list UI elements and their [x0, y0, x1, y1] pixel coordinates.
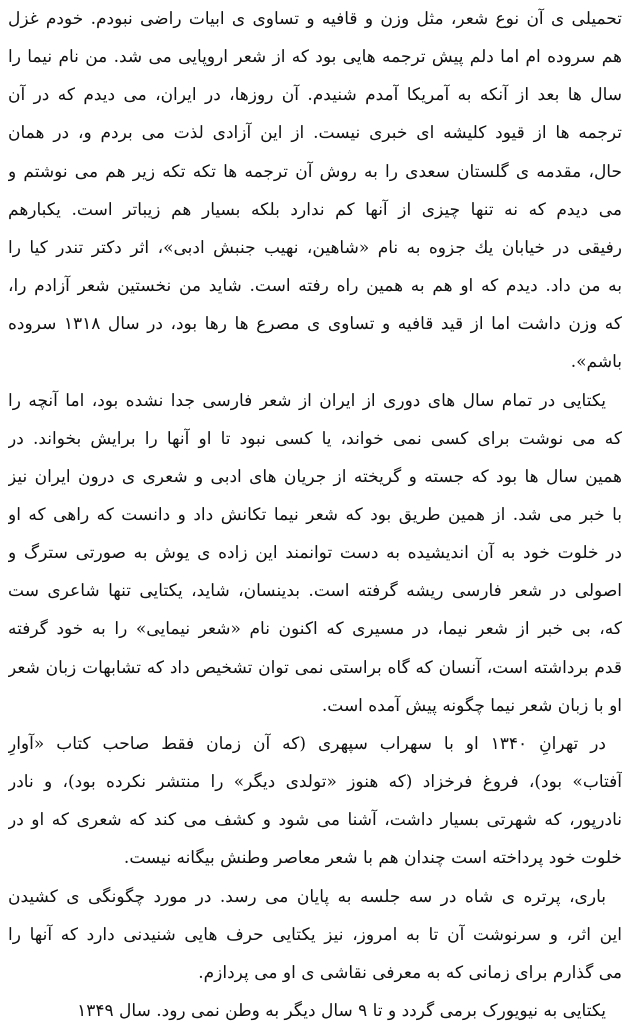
text-line: اصولی در شعر فارسی ریشه گرفته است. بدینسان، شاید، یکتایی تنها شاعری ست: [8, 581, 622, 601]
text-line: رفیقی در خیابان یك جزوه به نام «شاهین، نهیب جنبش ادبی»، اثر دکتر تندر کیا را: [8, 238, 622, 258]
text-line: هم سروده ام اما دلم پیش ترجمه هایی بود که از شعر اروپایی می شد. من نام نیما را: [8, 47, 622, 67]
text-line: خلوت خود پرداخته است چندان هم با شعر معاصر وطنش بیگانه نیست.: [123, 848, 622, 868]
text-line: که وزن داشت اما از قید قافیه و تساوی ی مصرع ها رها بود، در سال ۱۳۱۸ سروده: [8, 314, 622, 334]
text-line: باشم».: [570, 352, 622, 372]
text-line: یکتایی در تمام سال های دوری از ایران از شعر فارسی جدا نشده بود، اما آنچه را: [8, 391, 606, 411]
text-line: او با زبان شعر نیما چگونه پیش آمده است.: [321, 696, 622, 716]
text-line: در خلوت خود به آن اندیشیده به دست توانمند این زاده ی یوش به صورتی سترگ و: [8, 543, 622, 563]
text-line: یکتایی به نیویورک برمی گردد و تا ۹ سال دیگر به وطن نمی رود. سال ۱۳۴۹: [77, 1001, 606, 1021]
text-line: می دیدم که نه تنها چیزی از آنها کم ندارد بلکه بسیار هم زیباتر است. یکبارهم: [8, 200, 622, 220]
text-line: به من داد. دیدم که او هم به همین راه رفته است. شاید من نخستین شعر آزادم را،: [8, 276, 622, 296]
text-line: در تهرانِ ۱۳۴۰ او با سهراب سپهری (که آن زمان فقط صاحب کتاب «آوارِ: [8, 734, 606, 754]
text-line: با خبر می شد. از همین طریق بود که شعر نیما تکانش داد و دانست که راهی که او: [8, 505, 622, 525]
text-line: قدم برداشته است، آنسان که گاه براستی نمی توان تشخیص داد که تشابهات زبان شعر: [8, 658, 622, 678]
text-line: همین سال ها بود که جسته و گریخته از جریان های ادبی و شعری ی درون ایران نیز: [8, 467, 622, 487]
text-line: نادرپور، که شهرتی بسیار داشت، آشنا می شود و کشف می کند که شعری که او در: [8, 810, 622, 830]
text-line: می گذارم برای زمانی که به معرفی نقاشی ی او می پردازم.: [198, 963, 622, 983]
text-line: که می نوشت برای کسی نمی خواند، یا کسی نبود تا او آنها را برایش بخواند. در: [8, 429, 622, 449]
text-line: تحمیلی ی آن نوع شعر، مثل وزن و قافیه و تساوی ی ابیات راضی نبودم. خودم غزل: [8, 9, 622, 29]
text-line: ترجمه ها از قیود کلیشه ای خبری نیست. از این آزادی لذت می بردم و، در همان: [8, 123, 622, 143]
text-line: حال، مقدمه ی گلستان سعدی را به روش آن ترجمه ها تکه تکه زیر هم می نوشتم و: [8, 162, 622, 182]
text-line: این اثر، و سرنوشت آن تا به امروز، نیز یکتایی حرف هایی شنیدنی دارد که آنها را: [8, 925, 622, 945]
text-line: که، بی خبر از شعر نیما، در مسیری که اکنون نام «شعر نیمایی» را به خود گرفته: [8, 619, 622, 639]
text-line: سال ها بعد از آنکه به آمریکا آمدم شنیدم. آن روزها، در ایران، می دیدم که در آن: [8, 85, 622, 105]
text-line: باری، پرتره ی شاه در سه جلسه به پایان می رسد. در مورد چگونگی ی کشیدن: [8, 887, 606, 907]
text-line: آفتاب» بود)، فروغ فرخزاد (که هنوز «تولدی دیگر» را منتشر نکرده بود)، و نادر: [8, 772, 622, 792]
